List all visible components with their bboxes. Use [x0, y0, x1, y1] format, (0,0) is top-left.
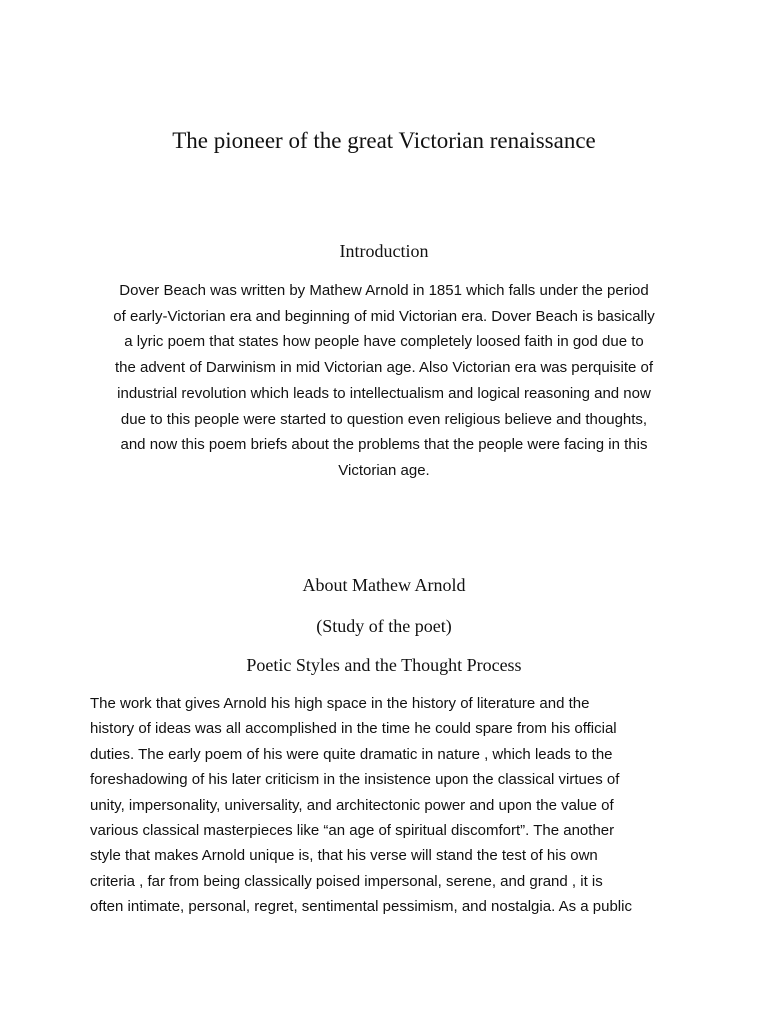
introduction-paragraph — [88, 278, 680, 484]
paragraph-line: of early-Victorian era and beginning of mid Victorian era. Dover Beach is basically — [113, 307, 655, 325]
poetic-styles-heading: Poetic Styles and the Thought Process — [246, 655, 522, 675]
poetic-styles-paragraph — [90, 691, 690, 920]
paragraph-line: due to this people were started to question even religious believe and thoughts, — [120, 410, 648, 428]
document-title: The pioneer of the great Victorian renaissance — [172, 128, 596, 153]
paragraph-line: a lyric poem that states how people have completely loosed faith in god due to — [124, 333, 644, 351]
introduction-heading: Introduction — [339, 241, 429, 261]
paragraph-line: often intimate, personal, regret, sentimental pessimism, and nostalgia. As a public — [90, 898, 632, 916]
paragraph-line: Victorian age. — [338, 461, 430, 479]
paragraph-line: The work that gives Arnold his high space in the history of literature and the — [90, 695, 590, 712]
paragraph-line: unity, impersonality, universality, and architectonic power and upon the value of — [90, 796, 614, 814]
paragraph-line: duties. The early poem of his were quite dramatic in nature , which leads to the — [90, 745, 613, 763]
about-heading: About Mathew Arnold — [302, 575, 466, 595]
paragraph-line: various classical masterpieces like “an age of spiritual discomfort”. The another — [90, 822, 615, 840]
paragraph-line: the advent of Darwinism in mid Victorian age. Also Victorian era was perquisite of — [114, 359, 654, 377]
paragraph-line: Dover Beach was written by Mathew Arnold in 1851 which falls under the period — [119, 282, 649, 299]
paragraph-line: foreshadowing of his later criticism in the insistence upon the classical virtues of — [90, 771, 620, 789]
paragraph-line: history of ideas was all accomplished in the time he could spare from his official — [90, 720, 617, 738]
paragraph-line: style that makes Arnold unique is, that his verse will stand the test of his own — [90, 847, 598, 865]
paragraph-line: industrial revolution which leads to intellectualism and logical reasoning and now — [117, 384, 651, 402]
paragraph-line: and now this poem briefs about the problems that the people were facing in this — [120, 436, 648, 454]
study-subheading: (Study of the poet) — [316, 616, 452, 636]
paragraph-line: criteria , far from being classically poised impersonal, serene, and grand , it is — [90, 872, 603, 890]
